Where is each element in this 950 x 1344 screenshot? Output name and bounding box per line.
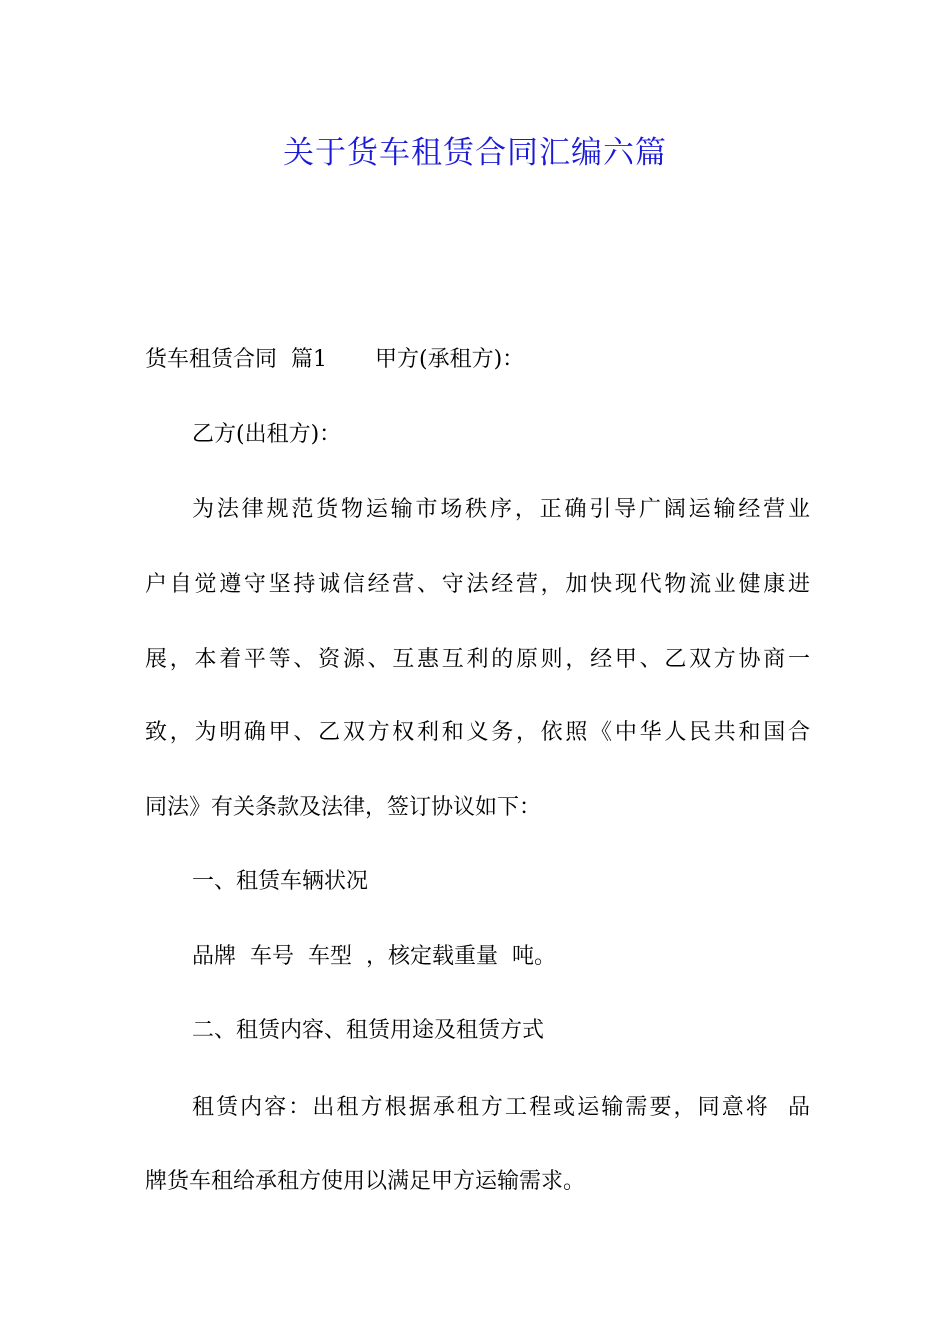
paragraph-line: 户自觉遵守坚持诚信经营、守法经营，加快现代物流业健康进: [145, 572, 810, 597]
section-heading: 一、租赁车辆状况: [192, 869, 369, 894]
paragraph-line: 牌货车租给承租方使用以满足甲方运输需求。: [145, 1169, 586, 1194]
section-heading: 二、租赁内容、租赁用途及租赁方式: [192, 1018, 545, 1043]
paragraph-line: 同法》有关条款及法律，签订协议如下：: [145, 795, 542, 820]
paragraph-line: 品牌 车号 车型 ，核定载重量 吨。: [192, 944, 556, 969]
document-title: 关于货车租赁合同汇编六篇: [283, 135, 667, 171]
paragraph-line: 展，本着平等、资源、互惠互利的原则，经甲、乙双方协商一: [145, 647, 810, 672]
paragraph-line: 为法律规范货物运输市场秩序，正确引导广阔运输经营业: [192, 497, 810, 522]
contract-heading-left: 货车租赁合同 篇1: [145, 347, 327, 372]
paragraph-line: 租赁内容：出租方根据承租方工程或运输需要，同意将 品: [192, 1095, 810, 1120]
paragraph-line: 乙方(出租方)：: [192, 422, 342, 447]
contract-heading-right: 甲方(承租方)：: [374, 347, 525, 372]
paragraph-line: 致，为明确甲、乙双方权利和义务，依照《中华人民共和国合: [145, 720, 810, 745]
contract-heading: [145, 345, 810, 375]
